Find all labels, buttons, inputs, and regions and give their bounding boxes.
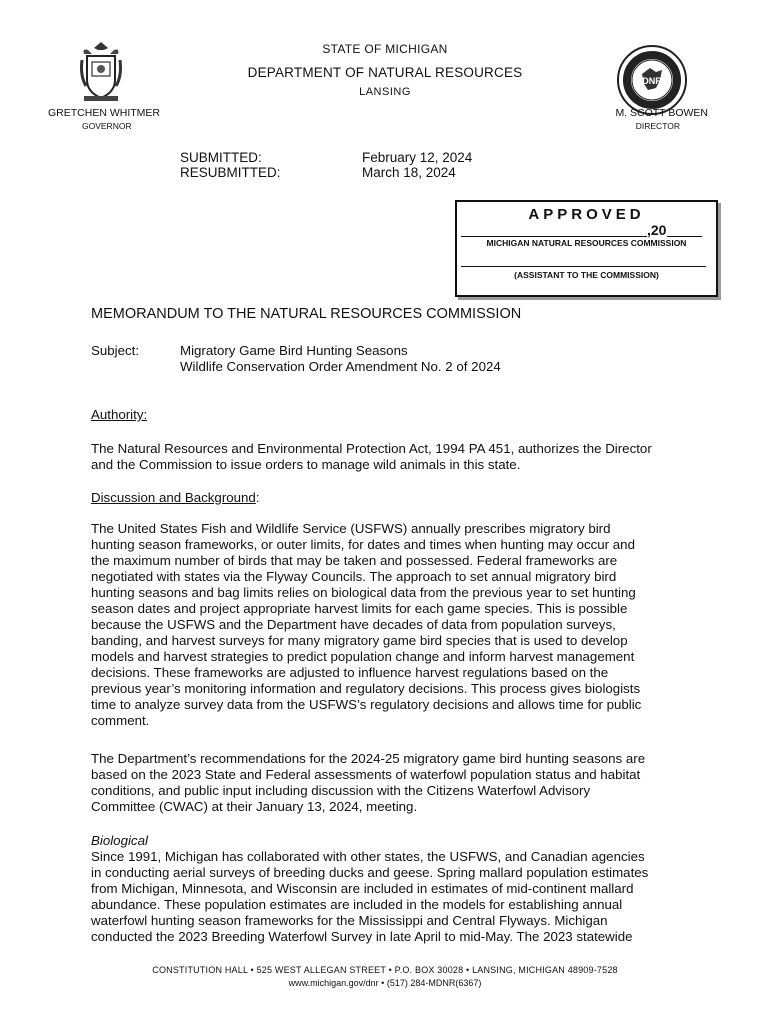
paragraph-line: time to analyze survey data from the USFWS’s regulatory decisions and allows time for public (91, 697, 642, 712)
paragraph-line: banding, and harvest surveys for many migratory game bird species that is used to develop (91, 633, 628, 648)
paragraph-line: conducted the 2023 Breeding Waterfowl Survey in late April to mid-May. The 2023 statewide (91, 929, 633, 944)
paragraph-line: in conducting aerial surveys of breeding ducks and geese. Spring mallard population estimates (91, 865, 649, 880)
discussion-heading (91, 490, 260, 506)
paragraph-line: Since 1991, Michigan has collaborated with other states, the USFWS, and Canadian agencies (91, 849, 645, 864)
submitted-label: SUBMITTED: (180, 150, 262, 165)
paragraph-line: The United States Fish and Wildlife Service (USFWS) annually prescribes migratory bird (91, 521, 611, 536)
paragraph-line: conditions, and public input including discussion with the Citizens Waterfowl Advisory (91, 783, 591, 798)
discussion-heading-text: Discussion and Background (91, 490, 256, 505)
paragraph-line: season dates and project appropriate harvest limits for each game species. This is possible (91, 601, 628, 616)
paragraph-line: models and harvest strategies to predict population change and inform harvest management (91, 649, 635, 664)
subject-line-2: Wildlife Conservation Order Amendment No. 2 of 2024 (180, 359, 501, 374)
submitted-date: February 12, 2024 (362, 150, 473, 165)
authority-line: The Natural Resources and Environmental Protection Act, 1994 PA 451, authorizes the Director (91, 441, 652, 456)
paragraph-line: hunting seasons and bag limits relies on biological data from the previous year to set hunting (91, 585, 636, 600)
discussion-paragraph-1 (91, 521, 691, 729)
assistant-signature-line (461, 266, 706, 267)
paragraph-line: decisions. These frameworks are adjusted to influence harvest regulations based on the (91, 665, 609, 680)
paragraph-line: comment. (91, 713, 150, 728)
approval-box (455, 200, 718, 297)
paragraph-line: hunting season frameworks, or outer limits, for dates and times when hunting may occur and (91, 537, 635, 552)
footer-address: CONSTITUTION HALL • 525 WEST ALLEGAN STREET • P.O. BOX 30028 • LANSING, MICHIGAN 48909-7528 (152, 965, 618, 975)
subject-label: Subject: (91, 343, 140, 358)
footer-contact: www.michigan.gov/dnr • (517) 284-MDNR(6367) (288, 978, 482, 988)
state-name: STATE OF MICHIGAN (322, 42, 448, 56)
paragraph-line: Committee (CWAC) at their January 13, 2024, meeting. (91, 799, 418, 814)
biological-paragraph (91, 849, 691, 945)
paragraph-line: waterfowl hunting season frameworks for the Mississippi and Central Flyways. Michigan (91, 913, 608, 928)
discussion-heading-colon: : (255, 490, 260, 505)
approval-year-prefix: ,20 (647, 222, 667, 238)
paragraph-line: abundance. These population estimates are included in the models for establishing annual (91, 897, 623, 912)
authority-line: and the Commission to issue orders to manage wild animals in this state. (91, 457, 521, 472)
dnr-seal-text: DNR (642, 76, 662, 86)
approval-commission: MICHIGAN NATURAL RESOURCES COMMISSION (486, 238, 687, 248)
paragraph-line: because the USFWS and the Department have decades of data from population surveys, (91, 617, 616, 632)
memo-heading: MEMORANDUM TO THE NATURAL RESOURCES COMMISSION (91, 306, 522, 322)
director-name: M. SCOTT BOWEN (615, 107, 708, 119)
paragraph-line: negotiated with states via the Flyway Councils. The approach to set annual migratory bird (91, 569, 617, 584)
paragraph-line: previous year’s monitoring information and regulatory decisions. This process gives biologists (91, 681, 641, 696)
approval-year-line (667, 236, 702, 237)
discussion-paragraph-2 (91, 751, 691, 815)
approved-title: APPROVED (528, 206, 645, 223)
paragraph-line: The Department’s recommendations for the 2024-25 migratory game bird hunting seasons are (91, 751, 646, 766)
subject-line-1: Migratory Game Bird Hunting Seasons (180, 343, 408, 358)
approval-assistant: (ASSISTANT TO THE COMMISSION) (514, 270, 659, 280)
paragraph-line: the maximum number of birds that may be taken and possessed. Federal frameworks are (91, 553, 618, 568)
paragraph-line: from Michigan, Minnesota, and Wisconsin are included in estimates of mid-continent mallard (91, 881, 634, 896)
governor-title: GOVERNOR (82, 121, 132, 131)
governor-name: GRETCHEN WHITMER (48, 107, 160, 119)
biological-heading: Biological (91, 833, 148, 848)
paragraph-line: based on the 2023 State and Federal assessments of waterfowl population status and habitat (91, 767, 641, 782)
approval-date-line (461, 224, 647, 237)
city-name: LANSING (359, 86, 411, 98)
authority-text (91, 441, 691, 473)
authority-heading: Authority: (91, 407, 148, 422)
resubmitted-label: RESUBMITTED: (180, 165, 281, 180)
resubmitted-date: March 18, 2024 (362, 165, 456, 180)
department-name: DEPARTMENT OF NATURAL RESOURCES (247, 65, 523, 80)
director-title: DIRECTOR (635, 121, 680, 131)
